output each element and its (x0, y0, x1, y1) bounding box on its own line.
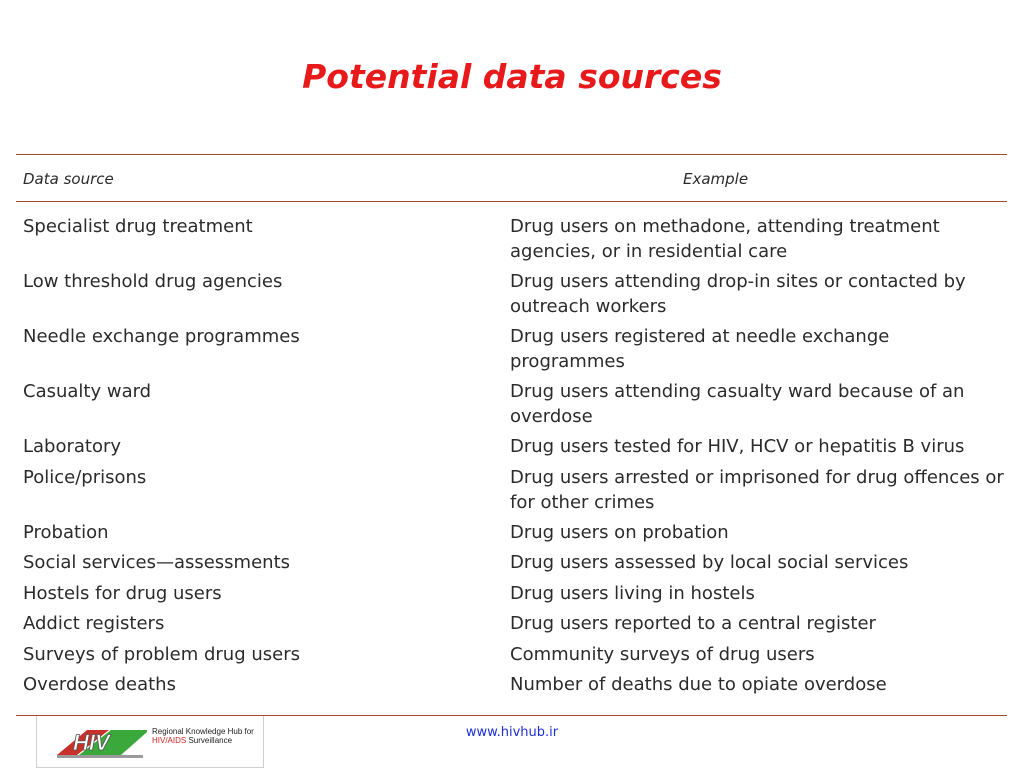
row-source: Police/prisons (23, 466, 147, 488)
row-example: Drug users attending drop-in sites or contacted by outreach workers (510, 271, 966, 317)
row-example: Drug users reported to a central register (510, 613, 876, 634)
logo-caption-line1: Regional Knowledge Hub for (152, 727, 254, 736)
table-row (23, 642, 1008, 673)
logo-wordmark: HIV (73, 730, 110, 755)
row-example: Drug users on methadone, attending treatment agencies, or in residential care (510, 216, 940, 262)
slide-title: Potential data sources (302, 57, 722, 96)
row-example: Number of deaths due to opiate overdose (510, 674, 887, 695)
row-example: Drug users tested for HIV, HCV or hepatitis B virus (510, 436, 965, 457)
table-row (23, 379, 1008, 434)
row-example: Drug users on probation (510, 521, 729, 543)
table-row (23, 434, 1008, 465)
row-source: Probation (23, 521, 109, 543)
logo-caption-hivaids: HIV/AIDS (152, 736, 187, 745)
row-example: Drug users assessed by local social services (510, 552, 909, 573)
row-source: Hostels for drug users (23, 582, 222, 604)
header-data-source: Data source (23, 170, 114, 188)
table-row (23, 611, 1008, 642)
table-row (23, 672, 1008, 703)
table-row (23, 465, 1008, 520)
header-example: Example (683, 170, 749, 188)
table-header-rule (16, 201, 1007, 202)
row-source: Overdose deaths (23, 674, 176, 695)
footer-website-link[interactable]: www.hivhub.ir (465, 725, 559, 740)
row-example: Drug users attending casualty ward because of an overdose (510, 381, 965, 427)
row-source: Social services—assessments (23, 552, 291, 573)
row-example: Drug users arrested or imprisoned for drug offences or for other crimes (510, 466, 1004, 513)
row-source: Casualty ward (23, 381, 152, 402)
row-example: Drug users registered at needle exchange programmes (510, 326, 890, 372)
table-top-rule (16, 154, 1007, 155)
table-row (23, 324, 1008, 379)
row-example: Community surveys of drug users (510, 643, 815, 665)
row-example: Drug users living in hostels (510, 582, 755, 604)
row-source: Low threshold drug agencies (23, 271, 283, 292)
table-row (23, 269, 1008, 324)
logo-caption-surveillance: Surveillance (188, 736, 233, 745)
table-row (23, 520, 1008, 551)
table-row (23, 581, 1008, 612)
row-source: Specialist drug treatment (23, 216, 253, 237)
row-source: Addict registers (23, 613, 165, 634)
data-sources-table (23, 214, 1008, 703)
row-source: Laboratory (23, 436, 122, 457)
row-source: Surveys of problem drug users (23, 643, 301, 665)
table-row (23, 550, 1008, 581)
table-row (23, 214, 1008, 269)
row-source: Needle exchange programmes (23, 326, 300, 347)
